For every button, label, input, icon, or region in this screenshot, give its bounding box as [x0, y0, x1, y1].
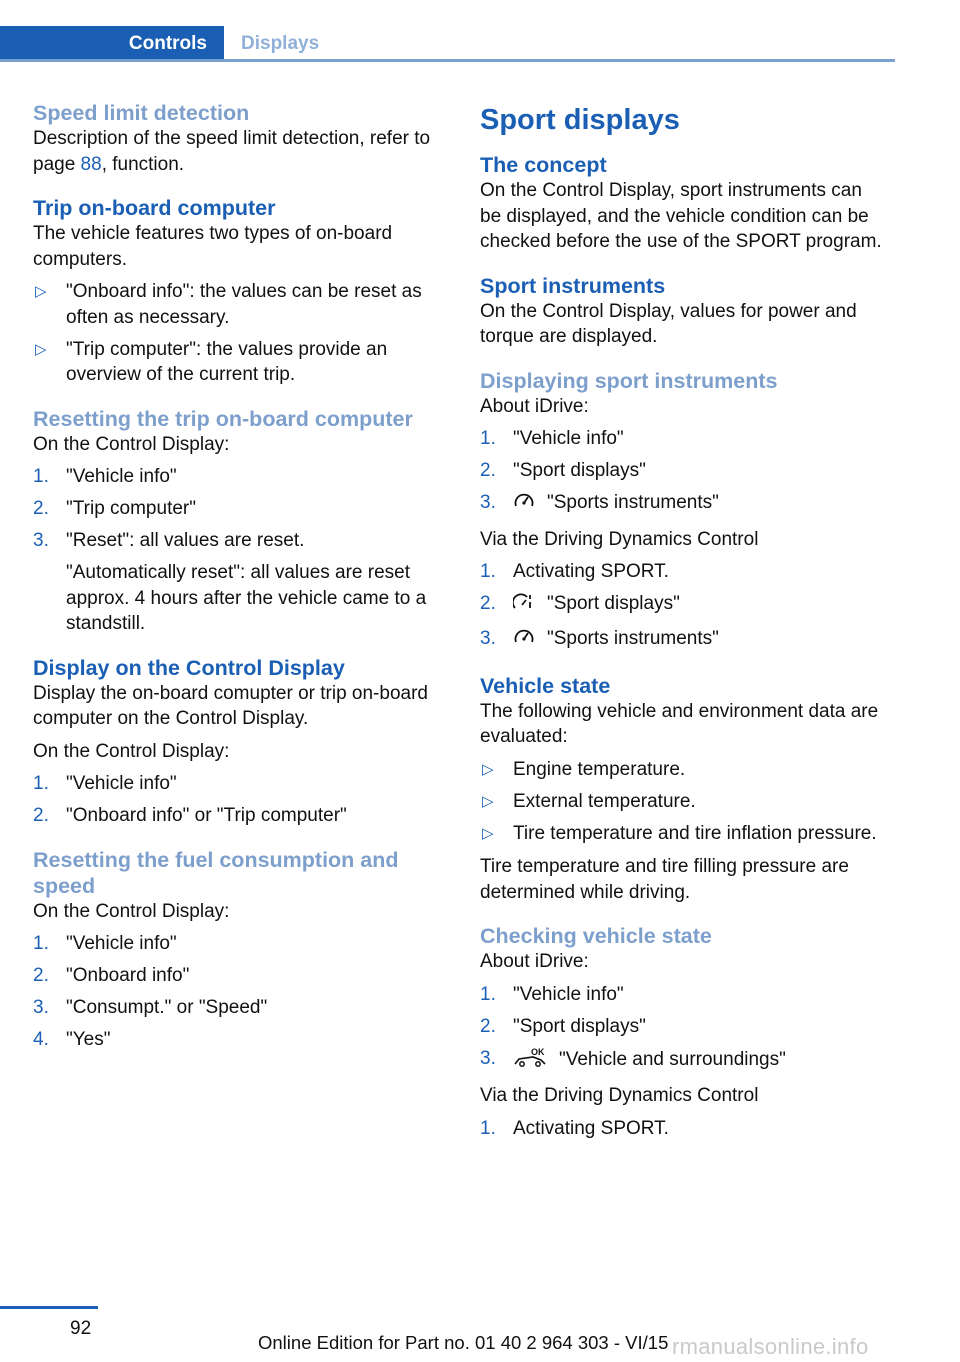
list-item: 3. "Sports instruments" — [480, 490, 888, 519]
header-rule — [0, 59, 895, 62]
instruments-text: On the Control Display, values for power and torque are displayed. — [480, 300, 857, 347]
list-item: 1. Activating SPORT. — [480, 1117, 669, 1139]
tab-controls[interactable]: Controls — [0, 26, 224, 62]
section-instruments — [480, 273, 888, 350]
list-item: 1. "Vehicle info" — [33, 773, 177, 794]
display-cd-intro2: On the Control Display: — [33, 740, 230, 762]
reset-fuel-steps — [33, 931, 441, 1053]
right-column — [480, 100, 888, 1159]
page-header — [0, 26, 895, 62]
display-cd-steps — [33, 771, 441, 829]
section-display-cd — [33, 655, 441, 829]
section-reset-trip — [33, 406, 441, 637]
displaying-steps2 — [480, 559, 888, 655]
bullet-marker-icon: ▷ — [482, 792, 494, 810]
checking-via: Via the Driving Dynamics Control — [480, 1085, 759, 1106]
list-item: 1. "Vehicle info" — [33, 933, 177, 954]
displaying-intro: About iDrive: — [480, 395, 589, 417]
heading-vehicle-state: Vehicle state — [480, 673, 611, 698]
trip-computer-bullets — [33, 279, 441, 388]
displaying-via: Via the Driving Dynamics Control — [480, 528, 759, 550]
list-item: 2. "Onboard info" — [33, 965, 190, 986]
car-ok-icon — [513, 1046, 547, 1076]
section-reset-fuel — [33, 847, 441, 1053]
heading-display-cd: Display on the Control Display — [33, 655, 345, 680]
heading-speed-limit: Speed limit detection — [33, 101, 250, 125]
section-concept — [480, 152, 888, 255]
vehicle-state-outro: Tire temperature and tire filling pressure are determined while driving. — [480, 856, 849, 903]
gauge-icon — [513, 491, 535, 519]
heading-checking: Checking vehicle state — [480, 924, 712, 948]
list-item: 3. "Reset": all values are reset. — [33, 530, 305, 551]
reset-trip-steps — [33, 464, 441, 554]
checking-steps — [480, 982, 888, 1076]
list-item: ▷ Tire temperature and tire inflation pressure. — [480, 821, 888, 847]
heading-concept: The concept — [480, 153, 607, 177]
vehicle-state-intro: The following vehicle and environment data are evaluated: — [480, 700, 879, 747]
section-speed-limit — [33, 100, 441, 177]
display-cd-intro: Display the on-board comupter or trip on-board computer on the Control Display. — [33, 682, 428, 729]
list-item: 3. OK "Vehicle and surroundings" — [480, 1046, 888, 1076]
reset-fuel-intro: On the Control Display: — [33, 900, 230, 922]
bullet-marker-icon: ▷ — [482, 760, 494, 778]
bullet-marker-icon: ▷ — [35, 340, 47, 358]
list-item: 1. "Vehicle info" — [33, 466, 177, 487]
checking-intro: About iDrive: — [480, 951, 589, 972]
reset-trip-intro: On the Control Display: — [33, 433, 230, 455]
heading-trip-computer: Trip on-board computer — [33, 196, 276, 220]
heading-instruments: Sport instruments — [480, 273, 666, 298]
list-item: 1. "Vehicle info" — [480, 983, 624, 1005]
section-vehicle-state — [480, 673, 888, 906]
list-item: 2. "Sport displays" — [480, 460, 646, 481]
section-displaying — [480, 368, 888, 655]
list-item: 1. "Vehicle info" — [480, 428, 624, 449]
list-item: 3. "Consumpt." or "Speed" — [33, 997, 268, 1018]
list-item: ▷ "Trip computer": the values provide an overview of the current trip. — [35, 338, 388, 385]
list-item: 3. "Sports instruments" — [480, 626, 888, 655]
list-item: 2. "Trip computer" — [33, 498, 196, 519]
page-88-link[interactable]: 88 — [80, 153, 102, 175]
edition-text: Online Edition for Part no. 01 40 2 964 303 - VI/15 — [258, 1332, 669, 1353]
bullet-marker-icon: ▷ — [482, 824, 494, 842]
heading-displaying: Displaying sport instruments — [480, 368, 778, 393]
list-item: 2. "Onboard info" or "Trip computer" — [33, 805, 347, 826]
gauge-icon — [513, 627, 535, 655]
heading-reset-fuel: Resetting the fuel consumption and speed — [33, 847, 399, 898]
concept-text: On the Control Display, sport instruments can be displayed, and the vehicle condition can be checked before the use of the SPORT program. — [480, 180, 882, 252]
page-number: 92 — [70, 1318, 92, 1339]
list-item: 1. Activating SPORT. — [480, 561, 669, 582]
section-trip-computer — [33, 195, 441, 388]
left-column — [33, 100, 441, 1071]
displaying-steps — [480, 426, 888, 519]
section-checking — [480, 923, 888, 1141]
reset-trip-note: "Automatically reset": all values are reset approx. 4 hours after the vehicle came to a standstill. — [66, 562, 427, 634]
list-item: ▷ "Onboard info": the values can be reset as often as necessary. — [35, 281, 422, 328]
list-item: ▷ Engine temperature. — [480, 757, 888, 783]
checking-steps2 — [480, 1116, 888, 1142]
list-item: 4. "Yes" — [33, 1029, 111, 1050]
watermark: rmanualsonline.info — [672, 1334, 869, 1359]
sport-display-icon — [513, 592, 535, 620]
page-title: Sport displays — [480, 104, 680, 136]
vehicle-state-bullets — [480, 757, 888, 847]
trip-computer-intro: The vehicle features two types of on-board computers. — [33, 223, 393, 270]
list-item: ▷ External temperature. — [480, 789, 888, 815]
svg-text:OK: OK — [531, 1046, 545, 1057]
list-item: 2. "Sport displays" — [480, 1015, 646, 1037]
speed-limit-text: Description of the speed limit detection, refer to page 88, function. — [33, 128, 431, 175]
tab-displays[interactable]: Displays — [241, 33, 320, 54]
footer-rule — [0, 1306, 98, 1309]
heading-reset-trip: Resetting the trip on-board computer — [33, 406, 413, 431]
bullet-marker-icon: ▷ — [35, 283, 47, 300]
list-item: 2. "Sport displays" — [480, 591, 888, 620]
